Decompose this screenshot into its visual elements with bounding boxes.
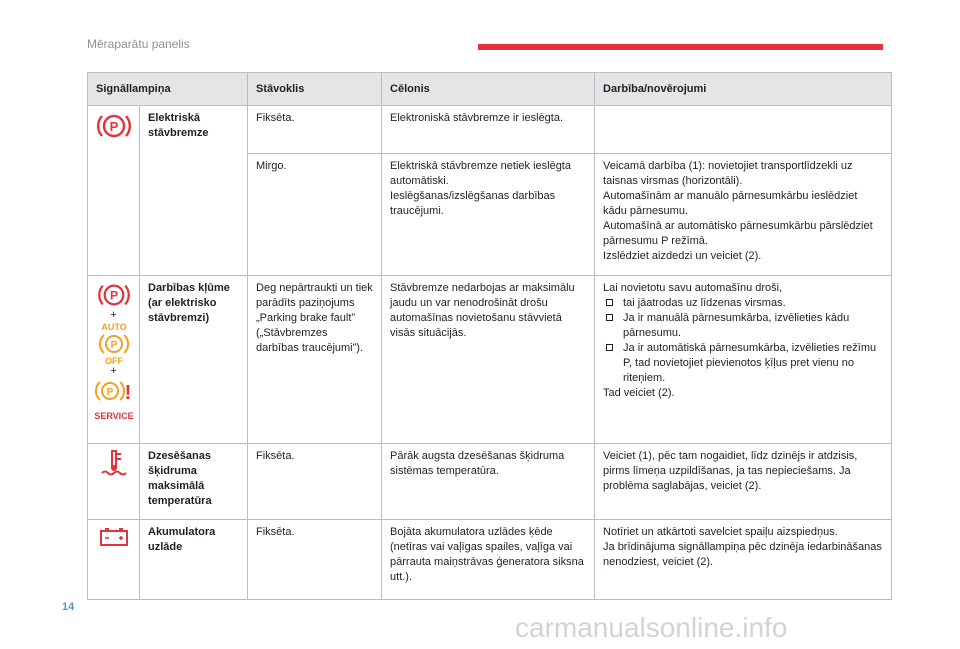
svg-text:OFF: OFF bbox=[104, 356, 123, 365]
page-header-title: Mēraparātu panelis bbox=[87, 37, 190, 51]
lamp-icon-cell bbox=[88, 444, 140, 520]
header-accent-bar bbox=[478, 44, 883, 50]
lamp-cause: Elektriskā stāvbremze netiek ieslēgta automātiski. Ieslēgšanas/izslēgšanas darbības traucējumi. bbox=[382, 154, 595, 276]
plus-sign: + bbox=[110, 365, 117, 377]
svg-text:!: ! bbox=[124, 382, 131, 404]
svg-text:P: P bbox=[110, 340, 117, 351]
lamp-cause: Elektroniskā stāvbremze ir ieslēgta. bbox=[382, 106, 595, 154]
svg-text:P: P bbox=[106, 387, 113, 398]
lamp-name: Darbības kļūme (ar elektrisko stāvbremzi) bbox=[140, 276, 248, 444]
lamp-action: Veiciet (1), pēc tam nogaidiet, līdz dzinējs ir atdzisis, pirms līmeņa uzpildīšanas, ja tas nepieciešams. Ja problēma saglabājas, veiciet (2). bbox=[595, 444, 892, 520]
lamp-name: Elektriskā stāvbremze bbox=[140, 106, 248, 276]
lamp-icon-cell bbox=[88, 520, 140, 600]
page-number: 14 bbox=[62, 601, 75, 613]
lamp-state: Fiksēta. bbox=[248, 106, 382, 154]
lamp-state: Fiksēta. bbox=[248, 444, 382, 520]
lamp-state: Fiksēta. bbox=[248, 520, 382, 600]
action-intro: Lai novietotu savu automašīnu droši, bbox=[603, 282, 783, 294]
svg-text:AUTO: AUTO bbox=[100, 322, 127, 332]
list-item: Ja ir manuālā pārnesumkārba, izvēlieties kādu pārnesumu. bbox=[603, 311, 883, 341]
table-row bbox=[88, 276, 892, 444]
plus-sign: + bbox=[110, 309, 117, 321]
lamp-action bbox=[595, 276, 892, 444]
watermark: carmanualsonline.info bbox=[515, 612, 788, 643]
lamp-icon-cell bbox=[88, 106, 140, 276]
svg-text:P: P bbox=[109, 119, 118, 134]
column-header-cause: Cēlonis bbox=[382, 73, 595, 106]
lamp-cause: Stāvbremze nedarbojas ar maksimālu jaudu un var nenodrošināt drošu automašīnas novietošanu stāvvietā visās situācijās. bbox=[382, 276, 595, 444]
parking-brake-red-icon bbox=[97, 281, 131, 309]
lamp-name: Akumulatora uzlāde bbox=[140, 520, 248, 600]
action-bullet-list bbox=[603, 296, 883, 386]
auto-parking-brake-off-icon bbox=[96, 321, 132, 365]
parking-brake-red-icon bbox=[97, 111, 131, 141]
lamp-action bbox=[595, 106, 892, 154]
table-row bbox=[88, 520, 892, 600]
list-item: tai jāatrodas uz līdzenas virsmas. bbox=[603, 296, 883, 311]
warning-lamps-table bbox=[87, 72, 892, 600]
column-header-lamp: Signāllampiņa bbox=[88, 73, 248, 106]
lamp-cause: Bojāta akumulatora uzlādes ķēde (netīras vai vaļīgas spailes, vaļīga vai pārrauta maiņstrāvas ģeneratora siksna utt.). bbox=[382, 520, 595, 600]
table-row bbox=[88, 106, 892, 154]
lamp-cause: Pārāk augsta dzesēšanas šķidruma sistēmas temperatūra. bbox=[382, 444, 595, 520]
action-outro: Tad veiciet (2). bbox=[603, 387, 675, 399]
lamp-action: Notīriet un atkārtoti savelciet spaiļu aizspiedņus. Ja brīdinājuma signāllampiņa pēc dzinēja iedarbināšanas nenodziest, veiciet (2). bbox=[595, 520, 892, 600]
column-header-state: Stāvoklis bbox=[248, 73, 382, 106]
svg-text:P: P bbox=[109, 288, 118, 303]
lamp-state: Mirgo. bbox=[248, 154, 382, 276]
table-row bbox=[88, 444, 892, 520]
column-header-action: Darbība/novērojumi bbox=[595, 73, 892, 106]
parking-brake-service-icon bbox=[94, 377, 134, 421]
table-header-row bbox=[88, 73, 892, 106]
lamp-icon-cell bbox=[88, 276, 140, 444]
list-item: Ja ir automātiskā pārnesumkārba, izvēlieties režīmu P, tad novietojiet pievienotos ķīļus pret vienu no riteņiem. bbox=[603, 341, 883, 386]
lamp-state: Deg nepārtraukti un tiek parādīts paziņojums „Parking brake fault” („Stāvbremzes darbības traucējumi”). bbox=[248, 276, 382, 444]
coolant-temperature-icon bbox=[99, 449, 129, 477]
lamp-action: Veicamā darbība (1): novietojiet transportlīdzekli uz taisnas virsmas (horizontāli). Automašīnām ar manuālo pārnesumkārbu ieslēdziet kādu pārnesumu. Automašīnā ar automātisko pārnesumkārbu pārslēdziet pārnesumu P režīmā. Izslēdziet aizdedzi un veiciet (2). bbox=[595, 154, 892, 276]
svg-text:SERVICE: SERVICE bbox=[93, 411, 134, 421]
battery-charge-icon bbox=[98, 525, 130, 547]
lamp-name: Dzesēšanas šķidruma maksimālā temperatūra bbox=[140, 444, 248, 520]
